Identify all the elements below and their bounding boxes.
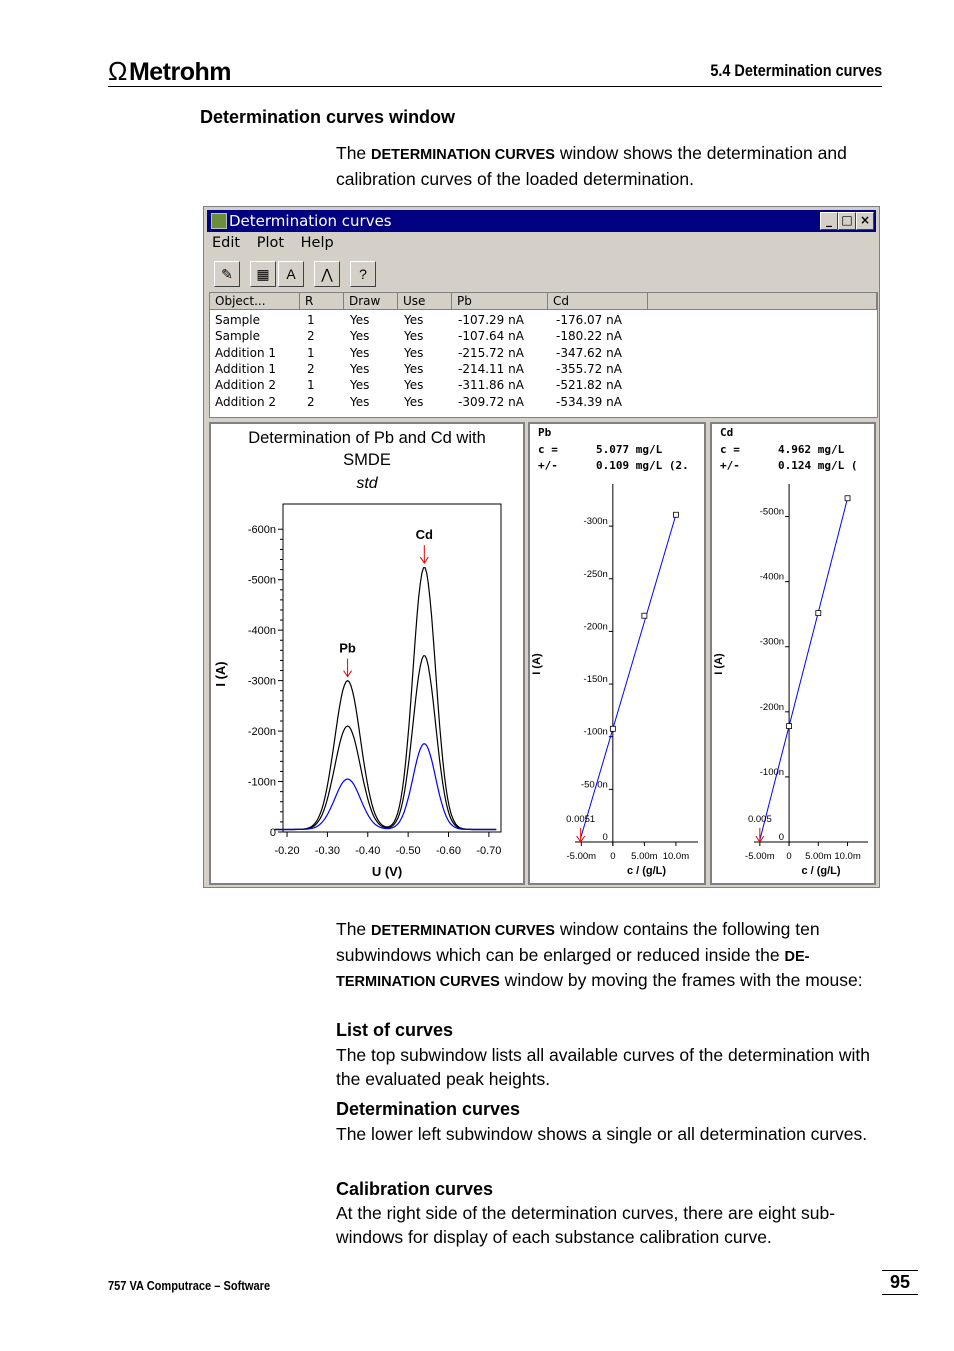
list-cell: Yes [350, 345, 370, 360]
plot-frame [283, 504, 501, 832]
subsection-text-determination: The lower left subwindow shows a single or all determination curves. [336, 1124, 868, 1144]
list-cell: Yes [404, 394, 424, 409]
menu-plot[interactable]: Plot [256, 235, 285, 251]
y-tick-label: 0 [602, 832, 608, 843]
y-tick-label: -50.0n [580, 779, 608, 791]
pm-value: 0.124 mg/L ( [778, 459, 858, 472]
x-tick-label: 5.00m [805, 851, 832, 862]
x-tick-label: -0.60 [435, 845, 462, 857]
data-point [642, 613, 647, 618]
pm-label: +/- [720, 459, 740, 472]
logo-text: Metrohm [128, 58, 231, 86]
menu-help[interactable]: Help [300, 235, 334, 251]
y-tick-label: -100n [759, 766, 785, 778]
list-row[interactable] [210, 395, 870, 411]
data-point [673, 512, 678, 517]
conc-label: c = [720, 443, 740, 456]
x-tick-label: 0 [610, 851, 616, 862]
header-rule [108, 86, 882, 87]
x-axis-label: c / (g/L) [801, 865, 841, 877]
chart-title: Determination of Pb and Cd with [248, 429, 486, 447]
maximize-button[interactable]: □ [838, 212, 856, 230]
x-tick-label: 0 [786, 851, 792, 862]
curve-series-0 [275, 568, 496, 830]
x-tick-label: -0.40 [355, 845, 381, 857]
section-title: Determination curves window [200, 107, 456, 127]
y-tick-label: -200n [583, 621, 608, 633]
list-cell: Addition 2 [215, 394, 277, 409]
metrohm-logo [108, 56, 231, 87]
x-tick-label: 10.0m [662, 851, 690, 862]
element-label: Cd [720, 426, 734, 439]
col-header-use[interactable]: Use [398, 293, 452, 310]
peak-label-cd: Cd [415, 527, 433, 543]
list-cell: 1 [307, 345, 315, 360]
pm-label: +/- [538, 459, 558, 472]
calibration-chart-cd [712, 424, 874, 883]
list-row[interactable] [210, 346, 870, 362]
data-point [816, 611, 821, 616]
chart-subtitle: std [356, 475, 378, 492]
conc-value: 5.077 mg/L [596, 443, 663, 456]
footer-title: 757 VA Computrace – Software [108, 1278, 271, 1293]
conc-value: 4.962 mg/L [778, 443, 845, 456]
col-header-object[interactable]: Object... [210, 293, 300, 310]
list-cell: 1 [307, 378, 315, 393]
help-icon[interactable]: ? [350, 261, 376, 287]
menu-edit[interactable]: Edit [212, 235, 241, 251]
x-tick-label: -5.00m [745, 851, 775, 862]
pm-value: 0.109 mg/L (2. [596, 459, 689, 472]
list-row[interactable] [210, 378, 870, 394]
x-tick-label: -0.70 [476, 845, 502, 857]
x-tick-label: -0.50 [395, 845, 421, 857]
element-label: Pb [538, 426, 552, 439]
subwindow-paragraph: The DETERMINATION CURVES window contains the following ten subwindows which can be enlarged or reduced inside the DE- TERMINATION CURVES window by moving the frames with the mouse: [336, 919, 863, 990]
list-cell: -107.29 nA [458, 313, 524, 327]
list-cell: 2 [307, 394, 315, 409]
col-header-pb[interactable]: Pb [452, 293, 548, 310]
y-tick-label: -500n [247, 574, 276, 587]
col-header-cd[interactable]: Cd [548, 293, 648, 310]
close-button[interactable]: × [856, 212, 874, 230]
list-cell: -107.64 nA [458, 329, 524, 344]
list-cell: Sample [215, 329, 260, 344]
list-cell: -355.72 nA [556, 361, 622, 376]
minimize-button[interactable]: _ [820, 212, 838, 230]
edit-icon[interactable]: ✎ [214, 261, 240, 287]
list-cell: -347.62 nA [556, 345, 622, 360]
window-titlebar[interactable] [207, 210, 876, 232]
calibration-pane-pb [528, 422, 706, 885]
data-point [610, 726, 615, 731]
list-cell: -176.07 nA [556, 313, 622, 327]
list-cell: Yes [350, 394, 370, 409]
data-point [787, 724, 792, 729]
curve-series-1 [275, 656, 496, 830]
list-cell: 1 [307, 313, 315, 327]
intercept-label: 0.005 [747, 814, 772, 825]
list-cell: Addition 2 [215, 378, 277, 393]
list-cell: Yes [404, 329, 424, 344]
peak-icon[interactable]: ⋀ [314, 261, 340, 287]
x-tick-label: 10.0m [834, 851, 861, 862]
x-axis-label: c / (g/L) [626, 865, 667, 877]
y-tick-label: -600n [247, 524, 276, 537]
list-cell: Yes [350, 361, 370, 376]
y-tick-label: -500n [759, 506, 785, 518]
x-tick-label: -0.20 [274, 845, 300, 857]
menubar [212, 235, 346, 251]
y-axis-label: I (A) [531, 653, 543, 675]
list-cell: Addition 1 [215, 361, 277, 376]
subsection-text-calibration: At the right side of the determination curves, there are eight sub-windows for display of each substance calibration curve. [336, 1203, 836, 1247]
y-tick-label: -300n [247, 675, 276, 688]
y-tick-label: -100n [583, 726, 608, 738]
list-cell: Yes [404, 361, 424, 376]
y-tick-label: -400n [759, 571, 785, 583]
window-title: Determination curves [229, 212, 392, 230]
y-tick-label: -150n [583, 674, 608, 686]
x-tick-label: -5.00m [566, 851, 597, 862]
calibration-pane-cd [710, 422, 876, 885]
list-cell: -311.86 nA [458, 378, 524, 393]
subsection-title-list: List of curves [336, 1020, 454, 1040]
y-tick-label: -200n [759, 701, 785, 713]
plot-icon[interactable]: ▦ [250, 261, 276, 287]
x-tick-label: -0.30 [314, 845, 340, 857]
x-tick-label: 5.00m [631, 851, 658, 862]
y-tick-label: -300n [759, 636, 785, 648]
list-cell: -534.39 nA [556, 394, 622, 409]
curve-list [209, 292, 878, 418]
peak-label-pb: Pb [339, 640, 356, 656]
list-cell: -309.72 nA [458, 394, 524, 409]
list-cell: Yes [350, 313, 370, 327]
data-point [845, 496, 850, 501]
y-tick-label: -300n [583, 516, 608, 528]
determination-curves-window [203, 206, 880, 888]
subsection-title-determination: Determination curves [336, 1099, 521, 1119]
omega-icon: Ω [108, 56, 127, 86]
list-cell: -521.82 nA [556, 378, 622, 393]
list-cell: Yes [404, 313, 424, 327]
conc-label: c = [538, 443, 558, 456]
intercept-label: 0.0051 [566, 814, 596, 825]
list-cell: Yes [404, 378, 424, 393]
app-icon [211, 213, 227, 229]
y-axis-label: I (A) [213, 661, 228, 687]
zoom-icon[interactable]: A [278, 261, 304, 287]
col-header-blank [648, 293, 877, 310]
subsection-text-list: The top subwindow lists all available curves of the determination with the evaluated peak heights. [336, 1045, 871, 1089]
list-cell: 2 [307, 329, 315, 344]
curve-series-2 [275, 744, 496, 830]
list-row[interactable] [210, 329, 870, 345]
list-cell: Yes [350, 378, 370, 393]
list-cell: Addition 1 [215, 345, 277, 360]
list-cell: Sample [215, 313, 260, 327]
col-header-draw[interactable]: Draw [344, 293, 398, 310]
list-cell: -180.22 nA [556, 329, 622, 344]
y-tick-label: -100n [247, 776, 276, 789]
y-tick-label: 0 [778, 832, 785, 843]
list-cell: -214.11 nA [458, 361, 524, 376]
x-axis-label: U (V) [371, 864, 403, 879]
y-tick-label: 0 [269, 827, 276, 839]
col-header-r[interactable]: R [300, 293, 344, 310]
list-cell: -215.72 nA [458, 345, 524, 360]
list-cell: Yes [404, 345, 424, 360]
chart-title-line2: SMDE [343, 451, 391, 469]
calibration-chart-pb [530, 424, 704, 883]
section-header: 5.4 Determination curves [710, 61, 882, 80]
y-tick-label: -250n [583, 568, 608, 580]
list-cell: Yes [350, 329, 370, 344]
list-row[interactable] [210, 362, 870, 378]
list-row[interactable] [210, 313, 870, 329]
fit-line [760, 498, 848, 840]
list-cell: 2 [307, 361, 315, 376]
y-axis-label: I (A) [713, 653, 725, 675]
subsection-title-calibration: Calibration curves [336, 1179, 494, 1199]
intro-paragraph: The DETERMINATION CURVES window shows the determination and calibration curves of the loaded determination. [336, 143, 847, 189]
y-tick-label: -400n [247, 625, 276, 638]
determination-chart [211, 424, 523, 883]
y-tick-label: -200n [247, 726, 276, 739]
page-number: 95 [882, 1270, 918, 1295]
determination-curve-pane [209, 422, 525, 885]
